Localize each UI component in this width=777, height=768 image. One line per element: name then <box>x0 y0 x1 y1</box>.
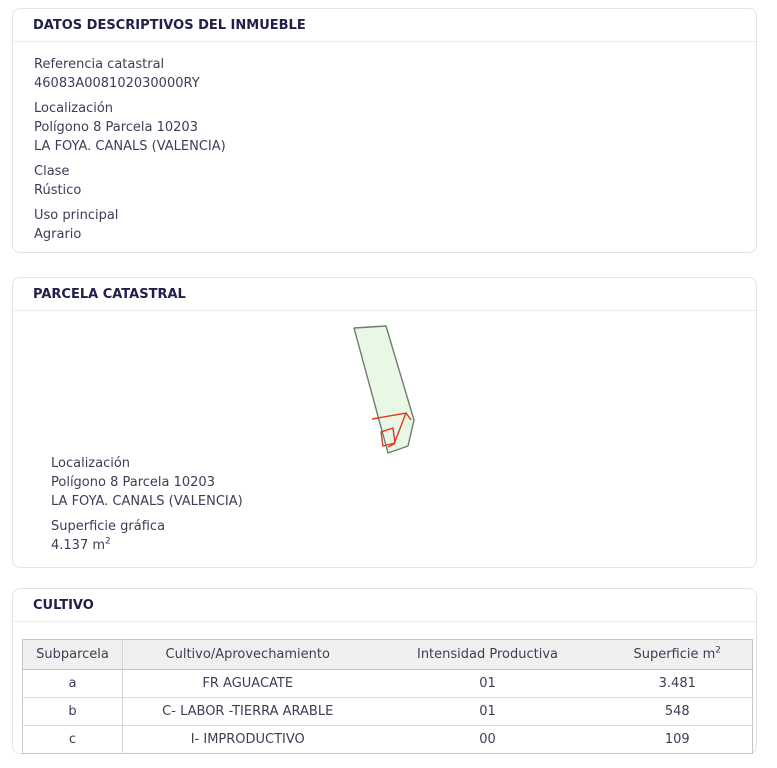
field <box>34 162 736 200</box>
section-title-cultivo: CULTIVO <box>13 589 756 622</box>
table-row <box>23 726 753 754</box>
header-cell: Subparcela <box>23 640 123 670</box>
field-value: Polígono 8 Parcela 10203 <box>51 475 215 490</box>
field-value: 46083A008102030000RY <box>34 76 200 91</box>
field <box>34 55 736 93</box>
cell: FR AGUACATE <box>123 670 373 698</box>
field-label: Superficie gráfica <box>51 519 166 534</box>
field-label: Localización <box>34 101 114 116</box>
cell: 3.481 <box>603 670 753 698</box>
section-datos-descriptivos <box>12 8 757 253</box>
table-row <box>23 670 753 698</box>
field <box>51 454 243 511</box>
field-value: Rústico <box>34 183 82 198</box>
cell: c <box>23 726 123 754</box>
table-header-row <box>23 640 753 670</box>
header-cell: Intensidad Productiva <box>373 640 603 670</box>
cell: a <box>23 670 123 698</box>
superscript: 2 <box>105 536 111 547</box>
cell: b <box>23 698 123 726</box>
cultivo-table <box>22 639 753 754</box>
field-label: Referencia catastral <box>34 57 165 72</box>
superscript: 2 <box>715 645 722 656</box>
cell: 109 <box>664 732 690 747</box>
field-label: Localización <box>51 456 131 471</box>
field-value: Agrario <box>34 227 82 242</box>
cell: 00 <box>479 732 496 747</box>
field-label: Uso principal <box>34 208 119 223</box>
header-cell: Cultivo/Aprovechamiento <box>123 640 373 670</box>
section-parcela-catastral <box>12 277 757 568</box>
section-title-datos-descriptivos: DATOS DESCRIPTIVOS DEL INMUEBLE <box>13 9 756 42</box>
section-cultivo <box>12 588 757 754</box>
descriptive-fields <box>13 42 756 244</box>
table-row <box>23 698 753 726</box>
parcel-fields <box>13 454 263 561</box>
cell: 548 <box>603 698 753 726</box>
field-value: LA FOYA. CANALS (VALENCIA) <box>34 139 226 154</box>
field-value: LA FOYA. CANALS (VALENCIA) <box>51 494 243 509</box>
field-value: Polígono 8 Parcela 10203 <box>34 120 198 135</box>
section-title-parcela-catastral: PARCELA CATASTRAL <box>13 278 756 311</box>
cell: 01 <box>373 670 603 698</box>
cell: I- IMPRODUCTIVO <box>190 732 305 747</box>
field-value: 4.137 $m^2$ <box>51 536 111 553</box>
cell: 01 <box>373 698 603 726</box>
field <box>34 99 736 156</box>
field <box>34 206 736 244</box>
field <box>51 517 243 555</box>
cell: C- LABOR -TIERRA ARABLE <box>123 698 373 726</box>
header-cell: Superficie $m^2$ <box>603 640 753 670</box>
parcel-map <box>331 316 451 466</box>
field-label: Clase <box>34 164 70 179</box>
parcel-polygon <box>354 326 414 453</box>
